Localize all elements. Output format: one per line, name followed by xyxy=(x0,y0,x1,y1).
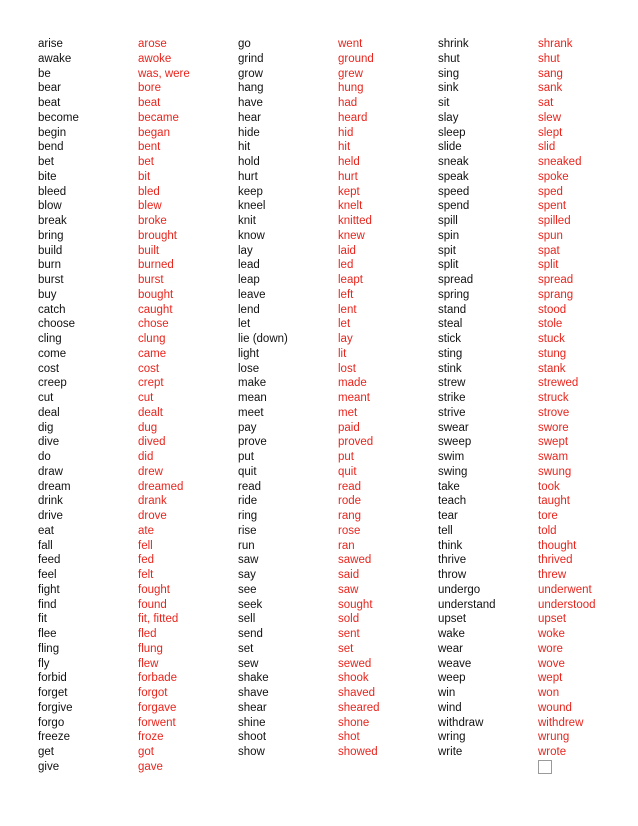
past-form-word: cut xyxy=(138,392,154,404)
past-form-word: forbade xyxy=(138,672,178,685)
base-form-word: forgo xyxy=(38,716,65,729)
past-form-word: kept xyxy=(338,185,360,198)
base-form-word: cut xyxy=(38,392,54,404)
past-form-word: ran xyxy=(338,539,355,552)
base-form-word: freeze xyxy=(38,731,70,744)
base-form-word: rise xyxy=(238,524,257,537)
base-form-word: flee xyxy=(38,628,57,640)
past-form-word: went xyxy=(338,38,363,50)
base-form-word: be xyxy=(38,67,51,80)
past-form-word: found xyxy=(138,598,167,611)
past-form-word: bit xyxy=(138,170,151,183)
past-form-word: wrote xyxy=(538,746,567,758)
base-form-word: show xyxy=(238,746,265,758)
past-form-word: crept xyxy=(138,377,164,390)
base-form-word: read xyxy=(238,480,262,493)
base-form-word: spend xyxy=(438,200,470,213)
past-form-word: lent xyxy=(338,303,357,316)
past-form-word: stuck xyxy=(538,333,565,345)
past-form-word: blew xyxy=(138,200,162,213)
past-form-word: paid xyxy=(338,421,360,434)
base-form-word: choose xyxy=(38,318,76,331)
base-form-word: lay xyxy=(238,244,253,257)
past-form-word: knew xyxy=(338,229,365,242)
past-form-word: sat xyxy=(538,97,554,109)
base-form-word: lie (down) xyxy=(238,333,288,345)
past-form-word: struck xyxy=(538,392,569,404)
past-form-word: brought xyxy=(138,229,178,242)
past-form-word: fought xyxy=(138,583,170,596)
past-form-word: cost xyxy=(138,362,160,375)
past-form-word: ate xyxy=(138,524,154,537)
base-form-word: begin xyxy=(38,126,67,139)
base-form-word: hit xyxy=(238,141,251,154)
base-form-word: lead xyxy=(238,259,260,272)
base-form-word: feed xyxy=(38,554,61,567)
base-form-word: upset xyxy=(438,613,467,626)
past-form-word: lay xyxy=(338,333,353,345)
base-form-word: go xyxy=(238,38,251,50)
base-form-word: arise xyxy=(38,38,63,50)
base-form-word: have xyxy=(238,97,263,109)
base-form-word: stand xyxy=(438,303,467,316)
base-form-word: shake xyxy=(238,672,269,685)
past-form-word: hung xyxy=(338,82,364,95)
past-form-word: spun xyxy=(538,229,563,242)
base-form-word: forbid xyxy=(38,672,67,685)
base-form-word: take xyxy=(438,480,460,493)
base-form-word: bring xyxy=(38,229,64,242)
base-form-word: stick xyxy=(438,333,461,345)
base-form-word: shrink xyxy=(438,38,469,50)
past-form-word: forwent xyxy=(138,716,176,729)
base-form-word: hide xyxy=(238,126,260,139)
base-form-word: withdraw xyxy=(438,716,484,729)
past-form-word: let xyxy=(338,318,351,331)
base-form-word: make xyxy=(238,377,267,390)
base-form-word: tell xyxy=(438,524,453,537)
past-form-word: bent xyxy=(138,141,161,154)
base-form-word: feel xyxy=(38,569,57,581)
base-form-word: burn xyxy=(38,259,62,272)
past-form-word: froze xyxy=(138,731,164,744)
past-form-word: led xyxy=(338,259,354,272)
past-form-word: dealt xyxy=(138,406,163,419)
base-form-word: thrive xyxy=(438,554,467,567)
past-form-word: hid xyxy=(338,126,354,139)
past-form-word: heard xyxy=(338,111,368,124)
base-form-word: hold xyxy=(238,156,260,168)
base-form-word: swear xyxy=(438,421,469,434)
base-form-word: drink xyxy=(38,495,63,508)
base-form-word: think xyxy=(438,539,463,552)
base-form-word: weep xyxy=(438,672,466,685)
base-form-word: strew xyxy=(438,377,466,390)
past-form-word: split xyxy=(538,259,559,272)
base-form-word: let xyxy=(238,318,251,331)
past-form-word: knelt xyxy=(338,200,363,213)
base-form-word: sweep xyxy=(438,436,472,449)
past-form-word: underwent xyxy=(538,583,592,596)
base-form-word: grind xyxy=(238,52,264,65)
base-form-word: bear xyxy=(38,82,62,95)
past-form-word: sent xyxy=(338,628,360,640)
past-form-word: chose xyxy=(138,318,169,331)
past-form-word: spat xyxy=(538,244,560,257)
past-form-word: bet xyxy=(138,156,154,168)
base-form-word: spit xyxy=(438,244,456,257)
base-form-word: weave xyxy=(438,657,472,670)
past-form-word: fit, fitted xyxy=(138,613,179,626)
base-form-word: shave xyxy=(238,687,269,699)
base-form-word: know xyxy=(238,229,265,242)
base-form-word: steal xyxy=(438,318,463,331)
past-form-word: sold xyxy=(338,613,360,626)
base-form-word: sing xyxy=(438,67,460,80)
past-form-word: set xyxy=(338,642,354,655)
past-form-word: read xyxy=(338,480,362,493)
past-form-word: ground xyxy=(338,52,374,65)
base-form-word: wear xyxy=(438,642,463,655)
base-form-word: hear xyxy=(238,111,262,124)
base-form-word: find xyxy=(38,598,57,611)
base-form-word: deal xyxy=(38,406,60,419)
past-form-word: drew xyxy=(138,465,163,478)
past-form-word: swore xyxy=(538,421,569,434)
base-form-word: wring xyxy=(438,731,466,744)
past-form-word: swung xyxy=(538,465,572,478)
base-form-word: catch xyxy=(38,303,66,316)
base-form-word: write xyxy=(438,746,463,758)
base-form-word: teach xyxy=(438,495,467,508)
base-form-word: understand xyxy=(438,598,496,611)
base-form-word: leap xyxy=(238,274,260,286)
base-form-word: lend xyxy=(238,303,260,316)
base-form-word: bend xyxy=(38,141,64,154)
base-form-word: get xyxy=(38,746,54,758)
base-form-word: kneel xyxy=(238,200,266,213)
past-form-word: strewed xyxy=(538,377,579,390)
base-form-word: lose xyxy=(238,362,260,375)
past-form-word: sprang xyxy=(538,288,574,301)
base-form-word: light xyxy=(238,347,260,360)
past-form-word: knitted xyxy=(338,215,372,227)
past-form-word: grew xyxy=(338,67,363,80)
base-form-word: do xyxy=(38,451,51,463)
past-form-word: sheared xyxy=(338,701,380,714)
base-form-word: tear xyxy=(438,510,458,522)
past-form-word: spent xyxy=(538,200,567,213)
past-form-word: withdrew xyxy=(538,716,584,729)
past-form-word: laid xyxy=(338,244,356,257)
base-form-word: run xyxy=(238,539,255,552)
base-form-word: spin xyxy=(438,229,460,242)
base-form-word: swing xyxy=(438,465,468,478)
past-form-word: shook xyxy=(338,672,369,685)
past-form-word: sang xyxy=(538,67,563,80)
base-form-word: slide xyxy=(438,141,462,154)
past-form-word: awoke xyxy=(138,52,172,65)
base-form-word: knit xyxy=(238,215,256,227)
past-form-word: stood xyxy=(538,303,567,316)
past-form-word: broke xyxy=(138,215,167,227)
base-form-word: fling xyxy=(38,642,60,655)
base-form-word: fit xyxy=(38,613,47,626)
past-form-word: spread xyxy=(538,274,574,286)
base-form-word: grow xyxy=(238,67,263,80)
past-form-word: was, were xyxy=(138,67,190,80)
past-form-word: upset xyxy=(538,613,567,626)
past-form-word: meant xyxy=(338,392,370,404)
past-form-word: fled xyxy=(138,628,157,640)
base-form-word: put xyxy=(238,451,254,463)
past-form-word: hit xyxy=(338,141,351,154)
base-form-word: creep xyxy=(38,377,67,390)
past-form-word: burned xyxy=(138,259,174,272)
past-form-word: saw xyxy=(338,583,359,596)
past-form-word: said xyxy=(338,569,360,581)
past-form-word: sneaked xyxy=(538,156,582,168)
base-form-word: win xyxy=(438,687,456,699)
base-form-word: spring xyxy=(438,288,470,301)
base-form-word: strike xyxy=(438,392,466,404)
base-form-word: shine xyxy=(238,716,266,729)
past-form-word: became xyxy=(138,111,179,124)
past-form-word: swam xyxy=(538,451,569,463)
base-form-word: wind xyxy=(438,701,462,714)
past-form-word: came xyxy=(138,347,167,360)
base-form-word: prove xyxy=(238,436,267,449)
past-form-word: had xyxy=(338,97,358,109)
base-form-word: speak xyxy=(438,170,469,183)
base-form-word: burst xyxy=(38,274,64,286)
base-form-word: awake xyxy=(38,52,72,65)
base-form-word: meet xyxy=(238,406,264,419)
base-form-word: dig xyxy=(38,421,54,434)
base-form-word: break xyxy=(38,215,67,227)
past-form-word: caught xyxy=(138,303,173,316)
past-form-word: held xyxy=(338,156,360,168)
base-form-word: leave xyxy=(238,288,266,301)
base-form-word: build xyxy=(38,244,63,257)
past-form-word: wrung xyxy=(538,731,570,744)
base-form-word: become xyxy=(38,111,79,124)
past-form-word: sawed xyxy=(338,554,372,567)
past-form-word: did xyxy=(138,451,154,463)
past-form-word: dreamed xyxy=(138,480,184,493)
past-form-word: clung xyxy=(138,333,166,345)
base-form-word: bet xyxy=(38,156,54,168)
past-form-word: quit xyxy=(338,465,357,478)
base-form-word: sell xyxy=(238,613,256,626)
base-form-word: come xyxy=(38,347,67,360)
base-form-word: seek xyxy=(238,598,263,611)
past-form-word: forgave xyxy=(138,701,177,714)
base-form-word: cling xyxy=(38,333,62,345)
past-form-word: taught xyxy=(538,495,570,508)
base-form-word: spread xyxy=(438,274,474,286)
empty-checkbox[interactable] xyxy=(538,760,552,774)
past-form-word: stole xyxy=(538,318,563,331)
base-form-word: mean xyxy=(238,392,267,404)
base-form-word: shear xyxy=(238,701,267,714)
base-form-word: say xyxy=(238,569,256,581)
past-form-word: bought xyxy=(138,288,174,301)
past-form-word: tore xyxy=(538,510,558,522)
base-form-word: keep xyxy=(238,185,263,198)
past-form-word: dug xyxy=(138,421,158,434)
base-form-word: throw xyxy=(438,569,467,581)
past-form-word: shaved xyxy=(338,687,376,699)
base-form-word: fight xyxy=(38,583,60,596)
past-form-word: slew xyxy=(538,111,562,124)
base-form-word: eat xyxy=(38,524,54,537)
past-form-word: proved xyxy=(338,436,374,449)
past-form-word: strove xyxy=(538,406,570,419)
past-form-word: threw xyxy=(538,569,567,581)
base-form-word: send xyxy=(238,628,263,640)
past-form-word: woke xyxy=(538,628,565,640)
past-form-word: met xyxy=(338,406,358,419)
past-form-word: rang xyxy=(338,510,362,522)
past-form-word: told xyxy=(538,524,557,537)
base-form-word: sink xyxy=(438,82,459,95)
past-form-word: slid xyxy=(538,141,556,154)
base-form-word: ride xyxy=(238,495,258,508)
past-form-word: bore xyxy=(138,82,162,95)
past-form-word: felt xyxy=(138,569,154,581)
base-form-word: stink xyxy=(438,362,462,375)
past-form-word: stung xyxy=(538,347,567,360)
base-form-word: split xyxy=(438,259,459,272)
base-form-word: sneak xyxy=(438,156,469,168)
base-form-word: strive xyxy=(438,406,466,419)
base-form-word: cost xyxy=(38,362,60,375)
past-form-word: hurt xyxy=(338,170,358,183)
base-form-word: bite xyxy=(38,170,57,183)
past-form-word: slept xyxy=(538,126,563,139)
base-form-word: dream xyxy=(38,480,71,493)
base-form-word: slay xyxy=(438,111,459,124)
past-form-word: bled xyxy=(138,185,160,198)
past-form-word: won xyxy=(538,687,560,699)
base-form-word: fly xyxy=(38,657,50,670)
base-form-word: hang xyxy=(238,82,264,95)
past-form-word: forgot xyxy=(138,687,168,699)
past-form-word: beat xyxy=(138,97,161,109)
past-form-word: burst xyxy=(138,274,164,286)
past-form-word: took xyxy=(538,480,560,493)
base-form-word: swim xyxy=(438,451,465,463)
base-form-word: sew xyxy=(238,657,259,670)
past-form-word: lit xyxy=(338,347,347,360)
past-form-word: flew xyxy=(138,657,159,670)
base-form-word: buy xyxy=(38,288,57,301)
past-form-word: wept xyxy=(538,672,563,685)
base-form-word: sit xyxy=(438,97,450,109)
base-form-word: undergo xyxy=(438,583,481,596)
past-form-word: sought xyxy=(338,598,373,611)
base-form-word: wake xyxy=(438,628,465,640)
past-form-word: fell xyxy=(138,539,153,552)
base-form-word: bleed xyxy=(38,185,67,198)
past-form-word: shut xyxy=(538,52,560,65)
past-form-word: understood xyxy=(538,598,596,611)
base-form-word: forget xyxy=(38,687,68,699)
past-form-word: leapt xyxy=(338,274,363,286)
base-form-word: saw xyxy=(238,554,259,567)
base-form-word: spill xyxy=(438,215,458,227)
past-form-word: shot xyxy=(338,731,360,744)
base-form-word: speed xyxy=(438,185,470,198)
base-form-word: see xyxy=(238,583,257,596)
past-form-word: began xyxy=(138,126,170,139)
base-form-word: sleep xyxy=(438,126,466,139)
past-form-word: rode xyxy=(338,495,362,508)
past-form-word: fed xyxy=(138,554,154,567)
base-form-word: beat xyxy=(38,97,61,109)
past-form-word: put xyxy=(338,451,354,463)
past-form-word: spoke xyxy=(538,170,569,183)
past-form-word: sped xyxy=(538,185,563,198)
past-form-word: stank xyxy=(538,362,566,375)
past-form-word: showed xyxy=(338,746,378,758)
past-form-word: flung xyxy=(138,642,163,655)
past-form-word: left xyxy=(338,288,354,301)
base-form-word: dive xyxy=(38,436,60,449)
past-form-word: made xyxy=(338,377,367,390)
past-form-word: swept xyxy=(538,436,569,449)
base-form-word: shoot xyxy=(238,731,267,744)
past-form-word: got xyxy=(138,746,154,758)
base-form-word: sting xyxy=(438,347,463,360)
past-form-word: drank xyxy=(138,495,167,508)
past-form-word: thought xyxy=(538,539,577,552)
past-form-word: drove xyxy=(138,510,167,522)
base-form-word: pay xyxy=(238,421,257,434)
past-form-word: shone xyxy=(338,716,370,729)
past-form-word: arose xyxy=(138,38,167,50)
past-form-word: lost xyxy=(338,362,356,375)
base-form-word: blow xyxy=(38,200,62,213)
base-form-word: hurt xyxy=(238,170,258,183)
past-form-word: rose xyxy=(338,524,361,537)
base-form-word: forgive xyxy=(38,701,73,714)
base-form-word: set xyxy=(238,642,254,655)
past-form-word: wore xyxy=(538,642,563,655)
past-form-word: built xyxy=(138,244,160,257)
past-form-word: shrank xyxy=(538,38,573,50)
past-form-word: spilled xyxy=(538,215,571,227)
base-form-word: ring xyxy=(238,510,258,522)
past-form-word: dived xyxy=(138,436,166,449)
base-form-word: give xyxy=(38,760,60,773)
base-form-word: draw xyxy=(38,465,63,478)
past-form-word: wove xyxy=(538,657,565,670)
past-form-word: sank xyxy=(538,82,563,95)
base-form-word: shut xyxy=(438,52,460,65)
past-form-word: wound xyxy=(538,701,572,714)
past-form-word: sewed xyxy=(338,657,372,670)
past-form-word: gave xyxy=(138,760,163,773)
base-form-word: fall xyxy=(38,539,53,552)
base-form-word: quit xyxy=(238,465,257,478)
base-form-word: drive xyxy=(38,510,63,522)
past-form-word: thrived xyxy=(538,554,573,567)
